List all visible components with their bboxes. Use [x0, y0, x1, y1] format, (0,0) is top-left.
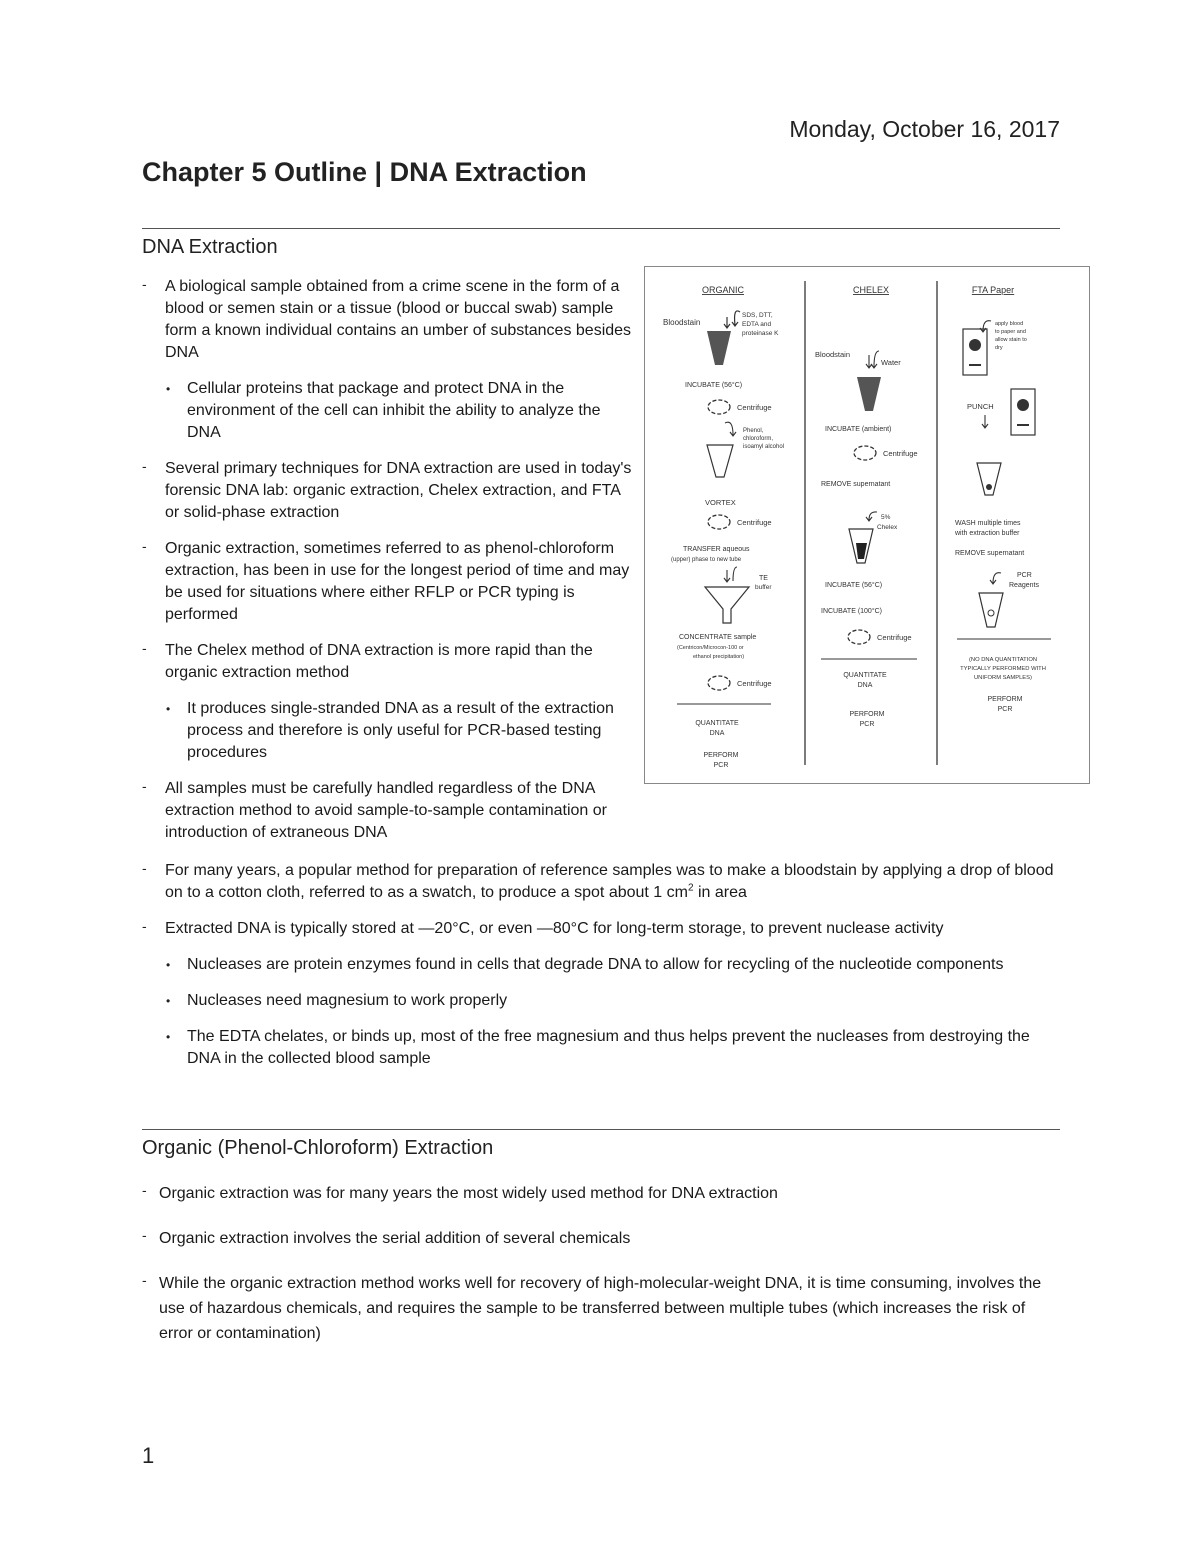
tube-fill: [856, 543, 867, 559]
list-item: - Organic extraction, sometimes referred to as phenol-chloroform extraction, has been in use for the longest period of time and may be used for situations where either RFLP or PCR typing is performed: [142, 538, 632, 626]
dna-extraction-list-upper: [142, 276, 632, 858]
punch-hole-icon: [1017, 399, 1029, 411]
fig-label: PCR: [859, 721, 875, 728]
fig-label: Centrifuge: [737, 518, 772, 527]
extraction-methods-figure: [644, 266, 1090, 784]
page-date: Monday, October 16, 2017: [789, 116, 1060, 142]
fig-fta-header: FTA Paper: [971, 285, 1015, 295]
arrow-icon: [866, 512, 877, 521]
arrow-icon: [724, 311, 740, 328]
fig-label: SDS, DTT,: [742, 312, 773, 319]
list-item: - Several primary techniques for DNA extraction are used in today's forensic DNA lab: organic extraction, Chelex extraction, and FTA or solid-phase extraction: [142, 458, 632, 524]
arrow-icon: [980, 321, 991, 332]
list-item: • It produces single-stranded DNA as a result of the extraction process and therefore is only useful for PCR-based testing procedures: [142, 698, 632, 764]
list-item: - Organic extraction was for many years the most widely used method for DNA extraction: [142, 1181, 1060, 1206]
list-item: - Organic extraction involves the serial addition of several chemicals: [142, 1226, 1060, 1251]
dna-extraction-list-lower: [142, 860, 1060, 1084]
fig-label: proteinase K: [742, 330, 779, 337]
superscript: 2: [687, 882, 694, 894]
fig-chelex-header: CHELEX: [852, 285, 890, 295]
tube-icon: [857, 377, 881, 411]
list-item: • Nucleases are protein enzymes found in cells that degrade DNA to allow for recycling of the nucleotide components: [142, 954, 1060, 976]
fig-label: (NO DNA QUANTITATION: [968, 657, 1038, 663]
fig-label: chloroform,: [743, 436, 774, 442]
list-item: - A biological sample obtained from a crime scene in the form of a blood or semen stain or a tissue (blood or buccal swab) sample form a known individual contains an umber of substances besides DNA: [142, 276, 632, 364]
fig-label: PUNCH: [967, 402, 994, 411]
centrifuge-icon: [708, 676, 730, 690]
fig-label: PERFORM: [849, 711, 885, 718]
list-item: - All samples must be carefully handled regardless of the DNA extraction method to avoid sample-to-sample contamination or introduction of extraneous DNA: [142, 778, 632, 844]
fig-label: dry: [995, 345, 1003, 351]
arrow-icon: [982, 415, 988, 428]
fig-label: with extraction buffer: [955, 530, 1020, 537]
fig-label: QUANTITATE: [695, 720, 739, 727]
title-divider: [142, 228, 1060, 229]
section-divider: [142, 1129, 1060, 1130]
section-heading-dna-extraction: DNA Extraction: [142, 236, 278, 258]
fig-label: allow stain to: [995, 337, 1027, 343]
extraction-flowchart: [645, 267, 1088, 782]
fig-label: PCR: [1017, 572, 1032, 579]
centrifuge-icon: [854, 446, 876, 460]
fig-label: Centrifuge: [877, 633, 912, 642]
fig-label: (upper) phase to new tube: [671, 557, 742, 563]
fig-label: WASH multiple times: [955, 520, 1021, 527]
fig-label: REMOVE supernatant: [821, 481, 891, 488]
list-item: • Nucleases need magnesium to work properly: [142, 990, 1060, 1012]
fig-label: PERFORM: [703, 752, 739, 759]
list-item: • The EDTA chelates, or binds up, most of the free magnesium and thus helps prevent the nucleases from destroying the DNA in the collected blood sample: [142, 1026, 1060, 1070]
fig-label: EDTA and: [742, 321, 772, 328]
fig-label: isoamyl alcohol: [743, 444, 785, 450]
fig-label: VORTEX: [705, 498, 736, 507]
fig-label: 5%: [881, 514, 891, 521]
centrifuge-icon: [848, 630, 870, 644]
list-item-text-end: in area: [693, 884, 747, 901]
arrow-icon: [990, 573, 1001, 584]
fig-label: Phenol,: [743, 428, 764, 434]
fig-label: CONCENTRATE sample: [679, 634, 757, 641]
arrow-icon: [724, 567, 737, 582]
fig-label: PCR: [997, 706, 1013, 713]
list-item: [142, 860, 1060, 904]
fta-card-icon: [1011, 389, 1035, 435]
filter-unit-icon: [705, 587, 749, 623]
fig-label: INCUBATE (56°C): [685, 382, 743, 389]
organic-extraction-list: [142, 1181, 1060, 1366]
fta-card-icon: [963, 329, 987, 375]
tube-icon: [707, 331, 731, 365]
page-title: Chapter 5 Outline | DNA Extraction: [142, 157, 587, 187]
fig-label: Reagents: [1009, 582, 1039, 589]
fig-label: apply blood: [995, 321, 1024, 327]
fig-label: Bloodstain: [815, 350, 851, 359]
fig-label: Water: [881, 358, 901, 367]
fig-label: Centrifuge: [883, 449, 918, 458]
arrow-icon: [866, 351, 879, 368]
fig-label: REMOVE supernatant: [955, 550, 1025, 557]
section-heading-organic-extraction: Organic (Phenol-Chloroform) Extraction: [142, 1137, 494, 1159]
arrow-icon: [725, 422, 736, 436]
fig-label: TYPICALLY PERFORMED WITH: [960, 666, 1046, 672]
fig-label: to paper and: [995, 329, 1026, 335]
fig-label: PERFORM: [987, 696, 1023, 703]
centrifuge-icon: [708, 400, 730, 414]
list-item: - The Chelex method of DNA extraction is more rapid than the organic extraction method: [142, 640, 632, 684]
fig-label: INCUBATE (ambient): [825, 426, 892, 433]
fig-label: Centrifuge: [737, 679, 772, 688]
list-item: • Cellular proteins that package and protect DNA in the environment of the cell can inhibit the ability to analyze the DNA: [142, 378, 632, 444]
fig-label: DNA: [857, 682, 873, 689]
tube-icon: [707, 445, 733, 477]
list-item: - Extracted DNA is typically stored at —20°C, or even —80°C for long-term storage, to prevent nuclease activity: [142, 918, 1060, 940]
fig-label: QUANTITATE: [843, 672, 887, 679]
fig-label: Centrifuge: [737, 403, 772, 412]
fig-label: INCUBATE (100°C): [821, 608, 883, 615]
fig-label: (Centricon/Microcon-100 or: [677, 645, 744, 651]
punch-disc-icon: [988, 610, 994, 616]
list-item: - While the organic extraction method works well for recovery of high-molecular-weight DNA, it is time consuming, involves the use of hazardous chemicals, and requires the sample to be transferred between multiple tubes (which increases the risk of error or contamination): [142, 1271, 1060, 1346]
fig-label: buffer: [755, 584, 772, 591]
punch-disc-icon: [986, 484, 992, 490]
fig-label: ethanol precipitation): [693, 654, 745, 660]
fig-label: TRANSFER aqueous: [683, 546, 750, 553]
blood-spot-icon: [969, 339, 981, 351]
fig-label: TE: [759, 575, 768, 582]
tube-icon: [977, 463, 1001, 495]
fig-label: Bloodstain: [663, 318, 701, 327]
list-item-text: For many years, a popular method for preparation of reference samples was to make a bloodstain by applying a drop of blood on to a cotton cloth, referred to as a swatch, to produce a spot about 1 cm: [165, 862, 1054, 901]
fig-label: UNIFORM SAMPLES): [974, 675, 1032, 681]
page-number: 1: [142, 1443, 155, 1468]
fig-organic-header: ORGANIC: [701, 285, 745, 295]
centrifuge-icon: [708, 515, 730, 529]
fig-label: PCR: [713, 762, 729, 769]
fig-label: DNA: [709, 730, 725, 737]
fig-label: Chelex: [877, 524, 898, 531]
fig-label: INCUBATE (56°C): [825, 582, 883, 589]
